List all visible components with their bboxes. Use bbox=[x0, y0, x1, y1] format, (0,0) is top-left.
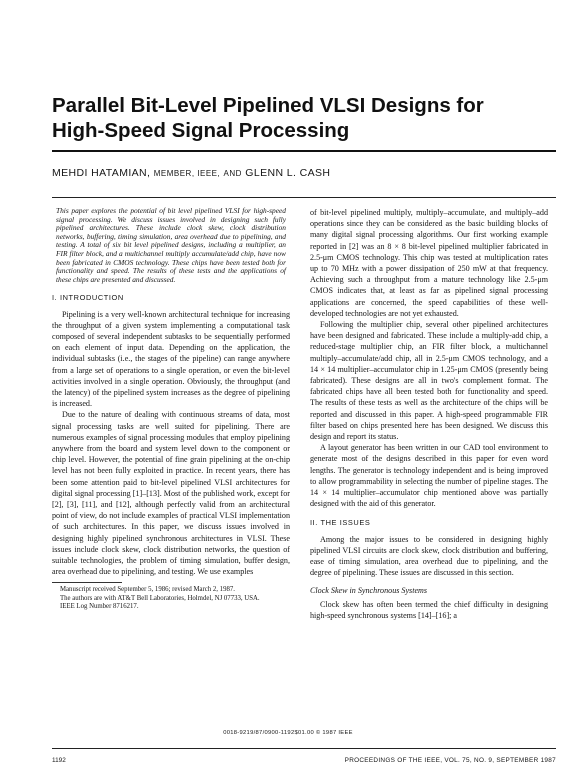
page-number: 1192 bbox=[52, 757, 66, 764]
author-rule bbox=[52, 197, 556, 198]
subsection-heading: Clock Skew in Synchronous Systems bbox=[310, 585, 428, 595]
body-paragraph: Pipelining is a very well-known architectural technique for increasing the throughput of a given system implementing a computational task composed of several independent subtasks to be sequentially performed on each element of input data. Depending on the application, the individual subtasks (i.e., the stages of the pipeline) can range anywhere from a large set of operations to a single operation, or even the bit-level activities involved in a single operation. Obviously, the throughput (and the latency) of the pipelined system increases as the degree of pipelining is increased. bbox=[52, 309, 290, 409]
footnote-line: Manuscript received September 5, 1986; revised March 2, 1987. bbox=[60, 586, 235, 594]
author-conjunction: AND bbox=[223, 169, 242, 178]
journal-citation: PROCEEDINGS OF THE IEEE, VOL. 75, NO. 9, SEPTEMBER 1987 bbox=[344, 757, 556, 764]
footnote-rule bbox=[52, 582, 122, 583]
copyright-notice: 0018-9219/87/0900-1192$01.00 © 1987 IEEE bbox=[223, 730, 353, 736]
section-heading: I. INTRODUCTION bbox=[52, 293, 124, 303]
body-paragraph: Among the major issues to be considered in designing highly pipelined VLSI circuits are clock skew, clock distribution and buffering, ease of timing simulation, area overhead due to pipelining, and the degree of pipelining. These issues are discussed in this section. bbox=[310, 534, 548, 578]
left-column bbox=[52, 207, 290, 612]
body-paragraph: of bit-level pipelined multiply, multiply–accumulate, and multiply–add operations since they can be considered as the basic building blocks of many digital signal processing algorithms. Our first working example reported in [2] was an 8 × 8 bit-level pipelined multiplier fabricated in 2.5-μm CMOS technology. This chip was tested at multiplication rates up to 70 MHz with a power dissipation of 250 mW at that frequency. Achieving such a throughput from a mature technology like 2.5-μm CMOS indicates that, at least as far as pipelined signal processing applications are concerned, the speed capabilities of these well-developed technologies are not yet exhausted. bbox=[310, 208, 548, 318]
footnote-line: The authors are with AT&T Bell Laboratories, Holmdel, NJ 07733, USA. bbox=[60, 594, 260, 602]
author-line bbox=[52, 167, 556, 179]
right-column bbox=[310, 207, 548, 621]
footer-rule bbox=[52, 748, 556, 749]
title-line-2: High-Speed Signal Processing bbox=[52, 119, 350, 142]
title-line-1: Parallel Bit-Level Pipelined VLSI Designs for bbox=[52, 94, 484, 117]
paper-title bbox=[52, 93, 542, 143]
body-paragraph: A layout generator has been written in our CAD tool environment to generate most of the designs described in this paper for even word lengths. The generator is technology independent and is being improved to allow programmability in selecting the number of pipeline stages. The 14 × 14 multiplier–accumulator chip mentioned above was partially designed with the aid of this generator. bbox=[310, 443, 548, 509]
abstract: This paper explores the potential of bit level pipelined VLSI for high-speed signal processing. We discuss issues involved in designing such fully pipelined architectures. These include clock skew, clock distribution networks, buffering, timing simulation, area overhead due to pipelining, and testing. A total of six bit level pipelined designs, including a multiplier, an FIR filter block, and a multichannel multiply accumulate/add chip, have now been fabricated in CMOS technology. These chips have been tested both for functionality and speed. The results of these tests and the applications of these chips are presented and discussed. bbox=[56, 206, 286, 284]
title-rule bbox=[52, 150, 556, 152]
author-membership: MEMBER, IEEE, bbox=[153, 169, 221, 178]
body-paragraph: Following the multiplier chip, several other pipelined architectures have been designed and fabricated. These include a multiply-add chip, a reduced-stage multiplier chip, an FIR filter block, a multichannel multiply–accumulate/add chip, all in 2.5-μm CMOS technology, and a 14 × 14 multiplier–accumulator chip in 1.25-μm CMOS (presently being fabricated). These designs are all in two's complement format. The fabricated chips have all been tested both for functionality and speed. The results of these tests as well as the architecture of the chips will be reported and discussed in this paper. A high-speed programmable FIR filter based on chips presented here has been designed. We discuss this design and report its status. bbox=[310, 320, 548, 442]
author-name: GLENN L. CASH bbox=[245, 167, 331, 179]
footnote-line: IEEE Log Number 8716217. bbox=[60, 603, 139, 611]
body-paragraph: Clock skew has often been termed the chief difficulty in designing high-speed synchronous systems [14]–[16]; a bbox=[310, 599, 548, 620]
section-heading: II. THE ISSUES bbox=[310, 518, 371, 528]
author-name: MEHDI HATAMIAN, bbox=[52, 167, 151, 179]
footnote bbox=[52, 586, 290, 611]
body-paragraph: Due to the nature of dealing with continuous streams of data, most signal processing tasks are well suited for pipelining. There are numerous examples of signal processing modules that employ pipelining anywhere from the board and system level down to the component or chip level. However, the potential of fine grain pipelining at the on-chip level has not been fully exploited in practice. In recent years, there has been some attention paid to bit-level pipelined VLSI architectures for digital signal processing [1]–[13]. Most of the published work, except for [2], [3], [11], and [12], although perfectly valid from an architectural point of view, do not include examples of practical VLSI implementation of such architectures. In this paper, we discuss issues involved in designing highly pipelined synchronous architectures in VLSI. These issues include clock skew, clock distribution networks, the question of suitable technologies, the problem of timing simulation, buffer design, area overhead due to pipelining, and testing. We use examples bbox=[52, 410, 290, 577]
